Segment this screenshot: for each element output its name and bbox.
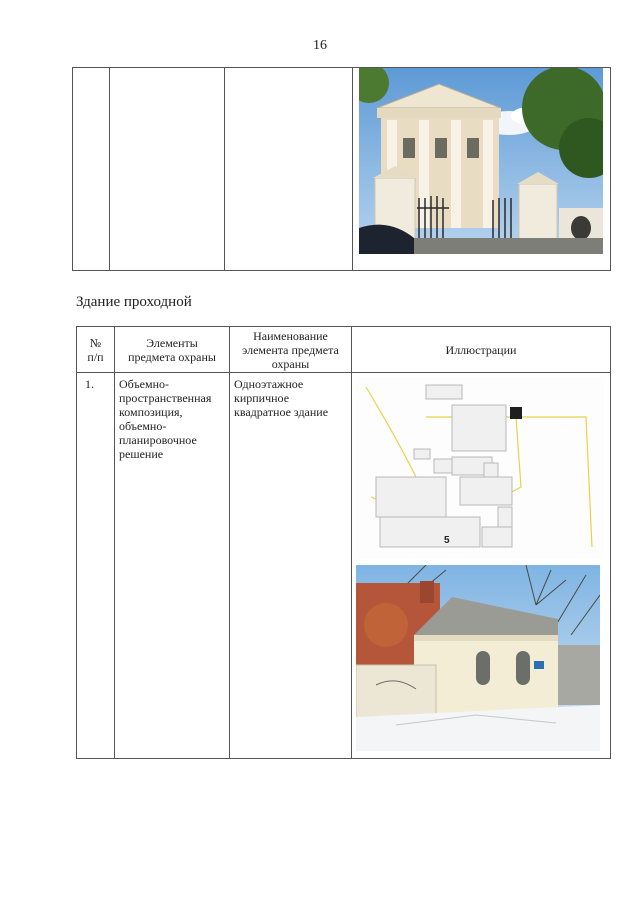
page-number: 16: [313, 38, 327, 53]
continued-illustration-cell: [353, 68, 611, 271]
row-illustrations: [352, 373, 611, 759]
header-num: [77, 327, 115, 373]
header-num-label: № п/п: [87, 335, 104, 364]
continued-name-cell: [225, 68, 353, 271]
header-elements: Элементы предмета охраны: [115, 327, 230, 373]
continued-table: [72, 67, 611, 271]
continued-num-cell: [73, 68, 110, 271]
gatehouse-photo: [356, 565, 600, 751]
section-title: Здание проходной: [76, 294, 192, 310]
header-illustrations: Иллюстрации: [352, 327, 611, 373]
site-plan-map: [356, 377, 604, 559]
gatehouse-marker: [510, 407, 522, 419]
row-name: Одноэтажное кирпичное квадратное здание: [230, 373, 352, 759]
header-name: Наименование элемента предмета охраны: [230, 327, 352, 373]
site-plan-building-label: 5: [444, 535, 450, 546]
row-elements: Объемно-пространственная композиция, объемно-планировочное решение: [115, 373, 230, 759]
continued-elements-cell: [110, 68, 225, 271]
protection-elements-table: [76, 326, 611, 759]
building-facade-photo: [359, 68, 603, 254]
row-num: 1.: [77, 373, 115, 759]
